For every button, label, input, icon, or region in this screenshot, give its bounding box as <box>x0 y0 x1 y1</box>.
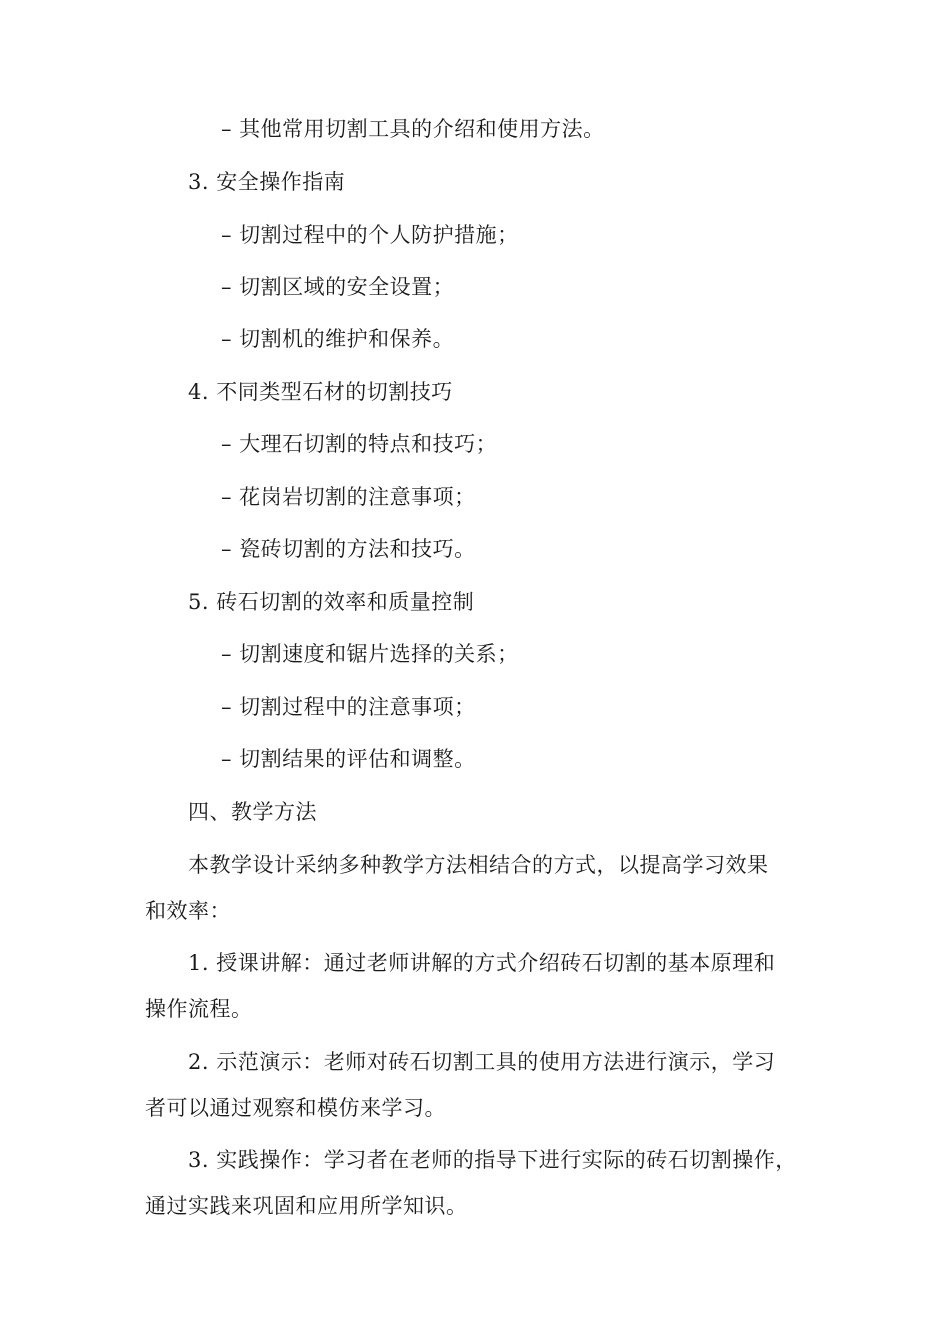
section-4-heading: 四、教学方法 <box>188 800 317 824</box>
bullet-speed-blade: – 切割速度和锯片选择的关系； <box>221 642 519 666</box>
bullet-area-safety: – 切割区域的安全设置； <box>221 275 455 299</box>
paragraph-intro-line-2: 和效率： <box>145 899 231 923</box>
bullet-marble: – 大理石切割的特点和技巧； <box>221 432 498 456</box>
bullet-machine-maintenance: – 切割机的维护和保养。 <box>221 327 455 351</box>
method-2-line-2: 者可以通过观察和模仿来学习。 <box>145 1096 446 1120</box>
method-2-line-1: 2. 示范演示：老师对砖石切割工具的使用方法进行演示，学习 <box>188 1050 776 1074</box>
bullet-granite: – 花岗岩切割的注意事项； <box>221 485 476 509</box>
bullet-result-evaluation: – 切割结果的评估和调整。 <box>221 747 476 771</box>
method-1-line-1: 1. 授课讲解：通过老师讲解的方式介绍砖石切割的基本原理和 <box>188 951 776 975</box>
paragraph-intro-line-1: 本教学设计采纳多种教学方法相结合的方式，以提高学习效果 <box>188 853 769 877</box>
item-3-heading: 3. 安全操作指南 <box>188 170 346 194</box>
bullet-process-notes: – 切割过程中的注意事项； <box>221 695 476 719</box>
bullet-tile: – 瓷砖切割的方法和技巧。 <box>221 537 476 561</box>
method-3-line-1: 3. 实践操作：学习者在老师的指导下进行实际的砖石切割操作， <box>188 1148 797 1172</box>
item-4-heading: 4. 不同类型石材的切割技巧 <box>188 380 453 404</box>
item-5-heading: 5. 砖石切割的效率和质量控制 <box>188 590 475 614</box>
bullet-other-tools: – 其他常用切割工具的介绍和使用方法。 <box>221 117 605 141</box>
method-3-line-2: 通过实践来巩固和应用所学知识。 <box>145 1194 468 1218</box>
method-1-line-2: 操作流程。 <box>145 997 253 1021</box>
bullet-personal-protection: – 切割过程中的个人防护措施； <box>221 223 519 247</box>
